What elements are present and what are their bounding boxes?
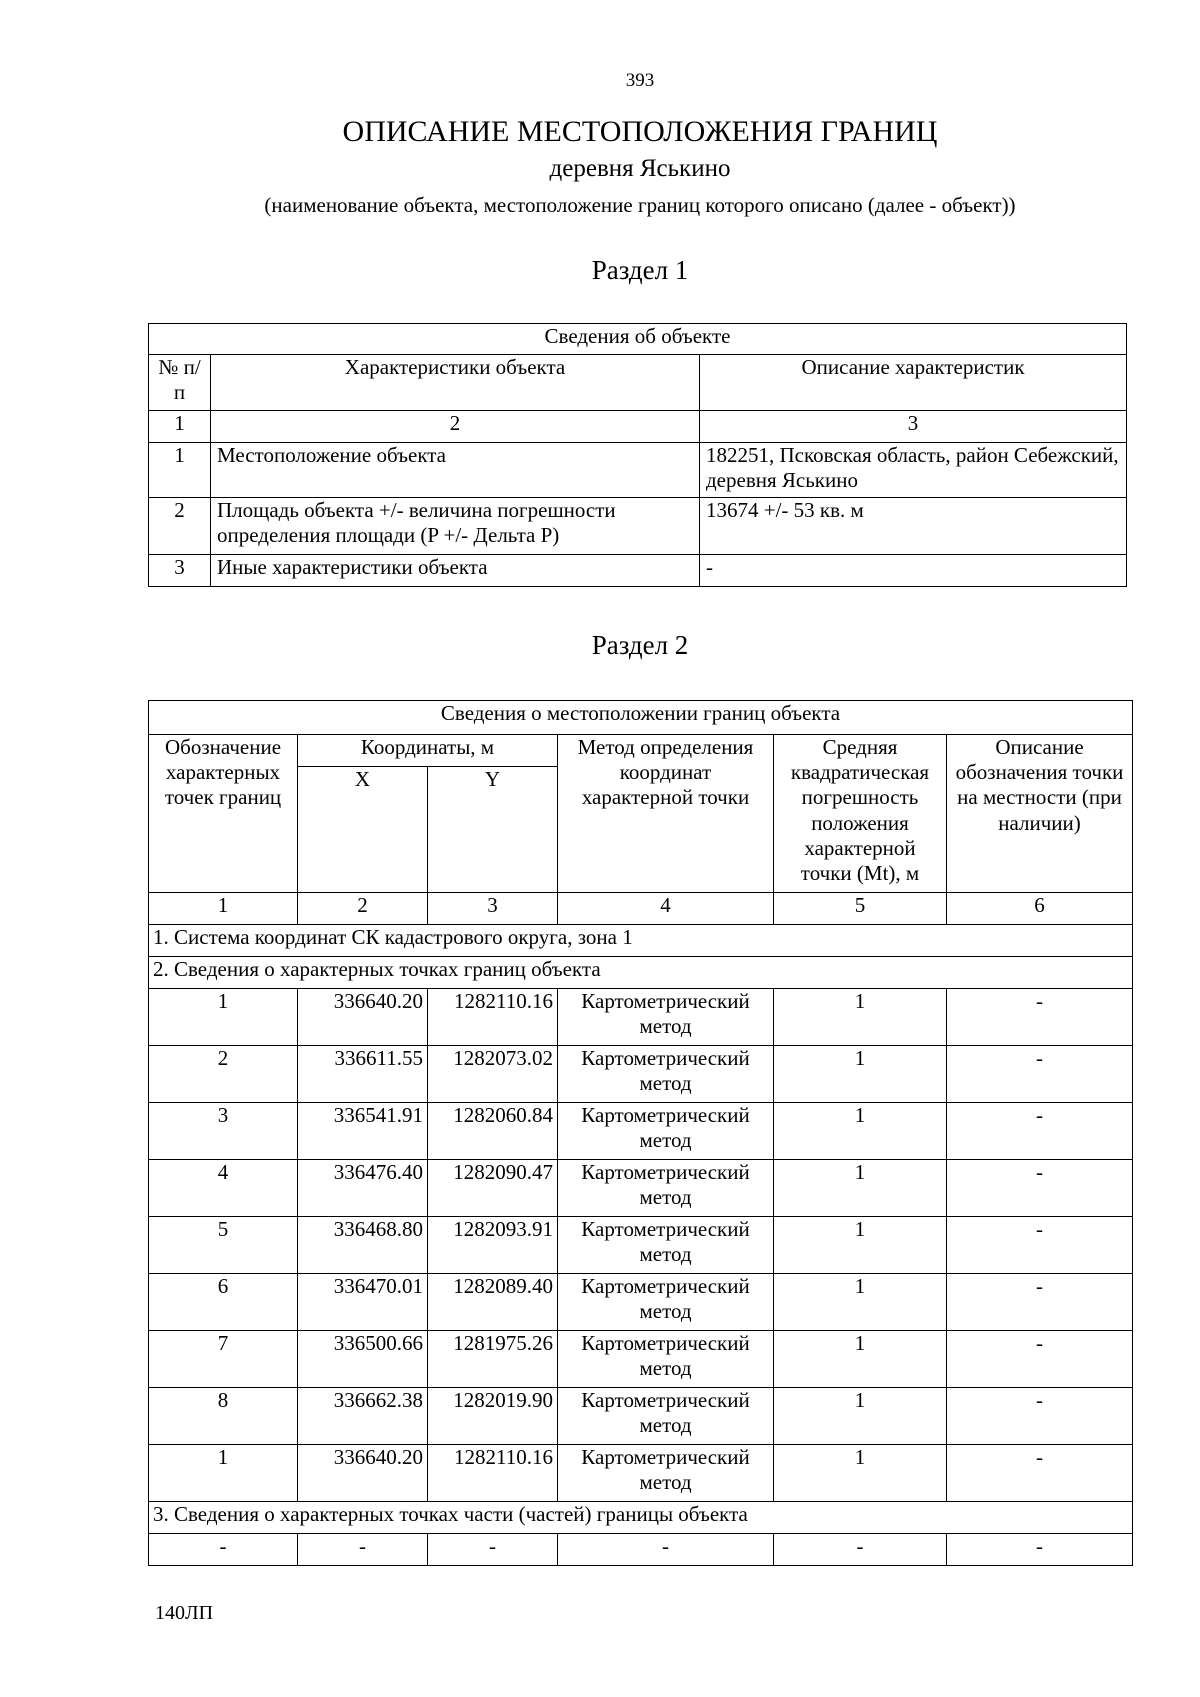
section1-heading: Раздел 1 [591,255,689,285]
point-y: 1282110.16 [428,1445,558,1502]
table1-header-characteristic: Характеристики объекта [211,355,700,411]
point-id: 8 [149,1388,298,1445]
point-method: Картометрический метод [558,1331,774,1388]
parts-value: - [149,1534,298,1566]
parts-section-row: 3. Сведения о характерных точках части (частей) границы объекта [149,1502,1133,1534]
table-row [149,1160,1133,1217]
parts-value: - [774,1534,947,1566]
table-row [149,1274,1133,1331]
point-id: 4 [149,1160,298,1217]
point-id: 3 [149,1103,298,1160]
table2-title: Сведения о местоположении границ объекта [149,701,1133,735]
point-id: 2 [149,1046,298,1103]
row-number: 1 [149,443,211,498]
point-description: - [947,1103,1133,1160]
table-row [149,555,1127,587]
parts-value: - [428,1534,558,1566]
table2-colnum-4: 4 [558,893,774,925]
row-description: - [700,555,1127,587]
point-mt: 1 [774,1445,947,1502]
table-row [149,1534,1133,1566]
table-row [149,1103,1133,1160]
point-y: 1282060.84 [428,1103,558,1160]
point-id: 6 [149,1274,298,1331]
table-row [149,498,1127,555]
object-note: (наименование объекта, местоположение границ которого описано (далее - объект)) [264,193,1016,217]
table1-colnum-3: 3 [700,411,1127,443]
point-method: Картометрический метод [558,1217,774,1274]
point-y: 1282090.47 [428,1160,558,1217]
point-method: Картометрический метод [558,1445,774,1502]
point-x: 336611.55 [298,1046,428,1103]
point-y: 1282110.16 [428,989,558,1046]
table2-header-y: Y [428,767,558,893]
point-id: 1 [149,989,298,1046]
point-description: - [947,1445,1133,1502]
table2-colnum-6: 6 [947,893,1133,925]
table-row [149,1046,1133,1103]
point-mt: 1 [774,1274,947,1331]
point-y: 1282073.02 [428,1046,558,1103]
table-row [149,989,1133,1046]
point-description: - [947,989,1133,1046]
point-description: - [947,1046,1133,1103]
point-mt: 1 [774,1046,947,1103]
point-description: - [947,1331,1133,1388]
footer-code: 140ЛП [155,1602,214,1624]
point-description: - [947,1217,1133,1274]
point-mt: 1 [774,1331,947,1388]
parts-value: - [298,1534,428,1566]
table1-header-number: № п/п [149,355,211,411]
row-description: 13674 +/- 53 кв. м [700,498,1127,555]
object-name: деревня Яськино [549,155,731,182]
parts-value: - [947,1534,1133,1566]
boundary-points-table [148,700,1133,1566]
table2-colnum-2: 2 [298,893,428,925]
table2-header-error: Средняя квадратическая погрешность положения характерной точки (Mt), м [774,735,947,893]
table2-header-point: Обозначение характерных точек границ [149,735,298,893]
point-x: 336468.80 [298,1217,428,1274]
point-x: 336541.91 [298,1103,428,1160]
point-mt: 1 [774,1160,947,1217]
table2-colnum-3: 3 [428,893,558,925]
table2-header-x: X [298,767,428,893]
object-info-table [148,323,1127,587]
point-x: 336470.01 [298,1274,428,1331]
point-x: 336476.40 [298,1160,428,1217]
point-description: - [947,1388,1133,1445]
point-method: Картометрический метод [558,1274,774,1331]
point-y: 1282019.90 [428,1388,558,1445]
point-method: Картометрический метод [558,1388,774,1445]
point-y: 1282089.40 [428,1274,558,1331]
section2-heading: Раздел 2 [591,630,689,660]
row-characteristic: Местоположение объекта [211,443,700,498]
table2-header-method: Метод определения координат характерной точки [558,735,774,893]
parts-value: - [558,1534,774,1566]
table1-header-description: Описание характеристик [700,355,1127,411]
point-x: 336640.20 [298,989,428,1046]
points-section-row: 2. Сведения о характерных точках границ объекта [149,957,1133,989]
table2-colnum-5: 5 [774,893,947,925]
point-x: 336662.38 [298,1388,428,1445]
point-x: 336500.66 [298,1331,428,1388]
row-characteristic: Площадь объекта +/- величина погрешности определения площади (P +/- Дельта P) [211,498,700,555]
point-mt: 1 [774,1217,947,1274]
row-number: 2 [149,498,211,555]
point-method: Картометрический метод [558,989,774,1046]
point-mt: 1 [774,989,947,1046]
table-row [149,443,1127,498]
coordinate-system-row: 1. Система координат СК кадастрового округа, зона 1 [149,925,1133,957]
table-row [149,1217,1133,1274]
point-mt: 1 [774,1103,947,1160]
point-id: 5 [149,1217,298,1274]
row-number: 3 [149,555,211,587]
table1-colnum-1: 1 [149,411,211,443]
point-method: Картометрический метод [558,1046,774,1103]
point-y: 1281975.26 [428,1331,558,1388]
table-row [149,1445,1133,1502]
table2-colnum-1: 1 [149,893,298,925]
point-x: 336640.20 [298,1445,428,1502]
point-mt: 1 [774,1388,947,1445]
point-description: - [947,1160,1133,1217]
point-id: 7 [149,1331,298,1388]
row-characteristic: Иные характеристики объекта [211,555,700,587]
point-method: Картометрический метод [558,1160,774,1217]
table1-colnum-2: 2 [211,411,700,443]
point-method: Картометрический метод [558,1103,774,1160]
table-row [149,1388,1133,1445]
point-description: - [947,1274,1133,1331]
point-id: 1 [149,1445,298,1502]
table2-header-coords: Координаты, м [298,735,558,767]
table1-title: Сведения об объекте [149,324,1127,355]
document-title: ОПИСАНИЕ МЕСТОПОЛОЖЕНИЯ ГРАНИЦ [342,115,938,148]
table-row [149,1331,1133,1388]
table2-header-description: Описание обозначения точки на местности (при наличии) [947,735,1133,893]
page-number: 393 [625,70,655,91]
point-y: 1282093.91 [428,1217,558,1274]
row-description: 182251, Псковская область, район Себежский, деревня Яськино [700,443,1127,498]
